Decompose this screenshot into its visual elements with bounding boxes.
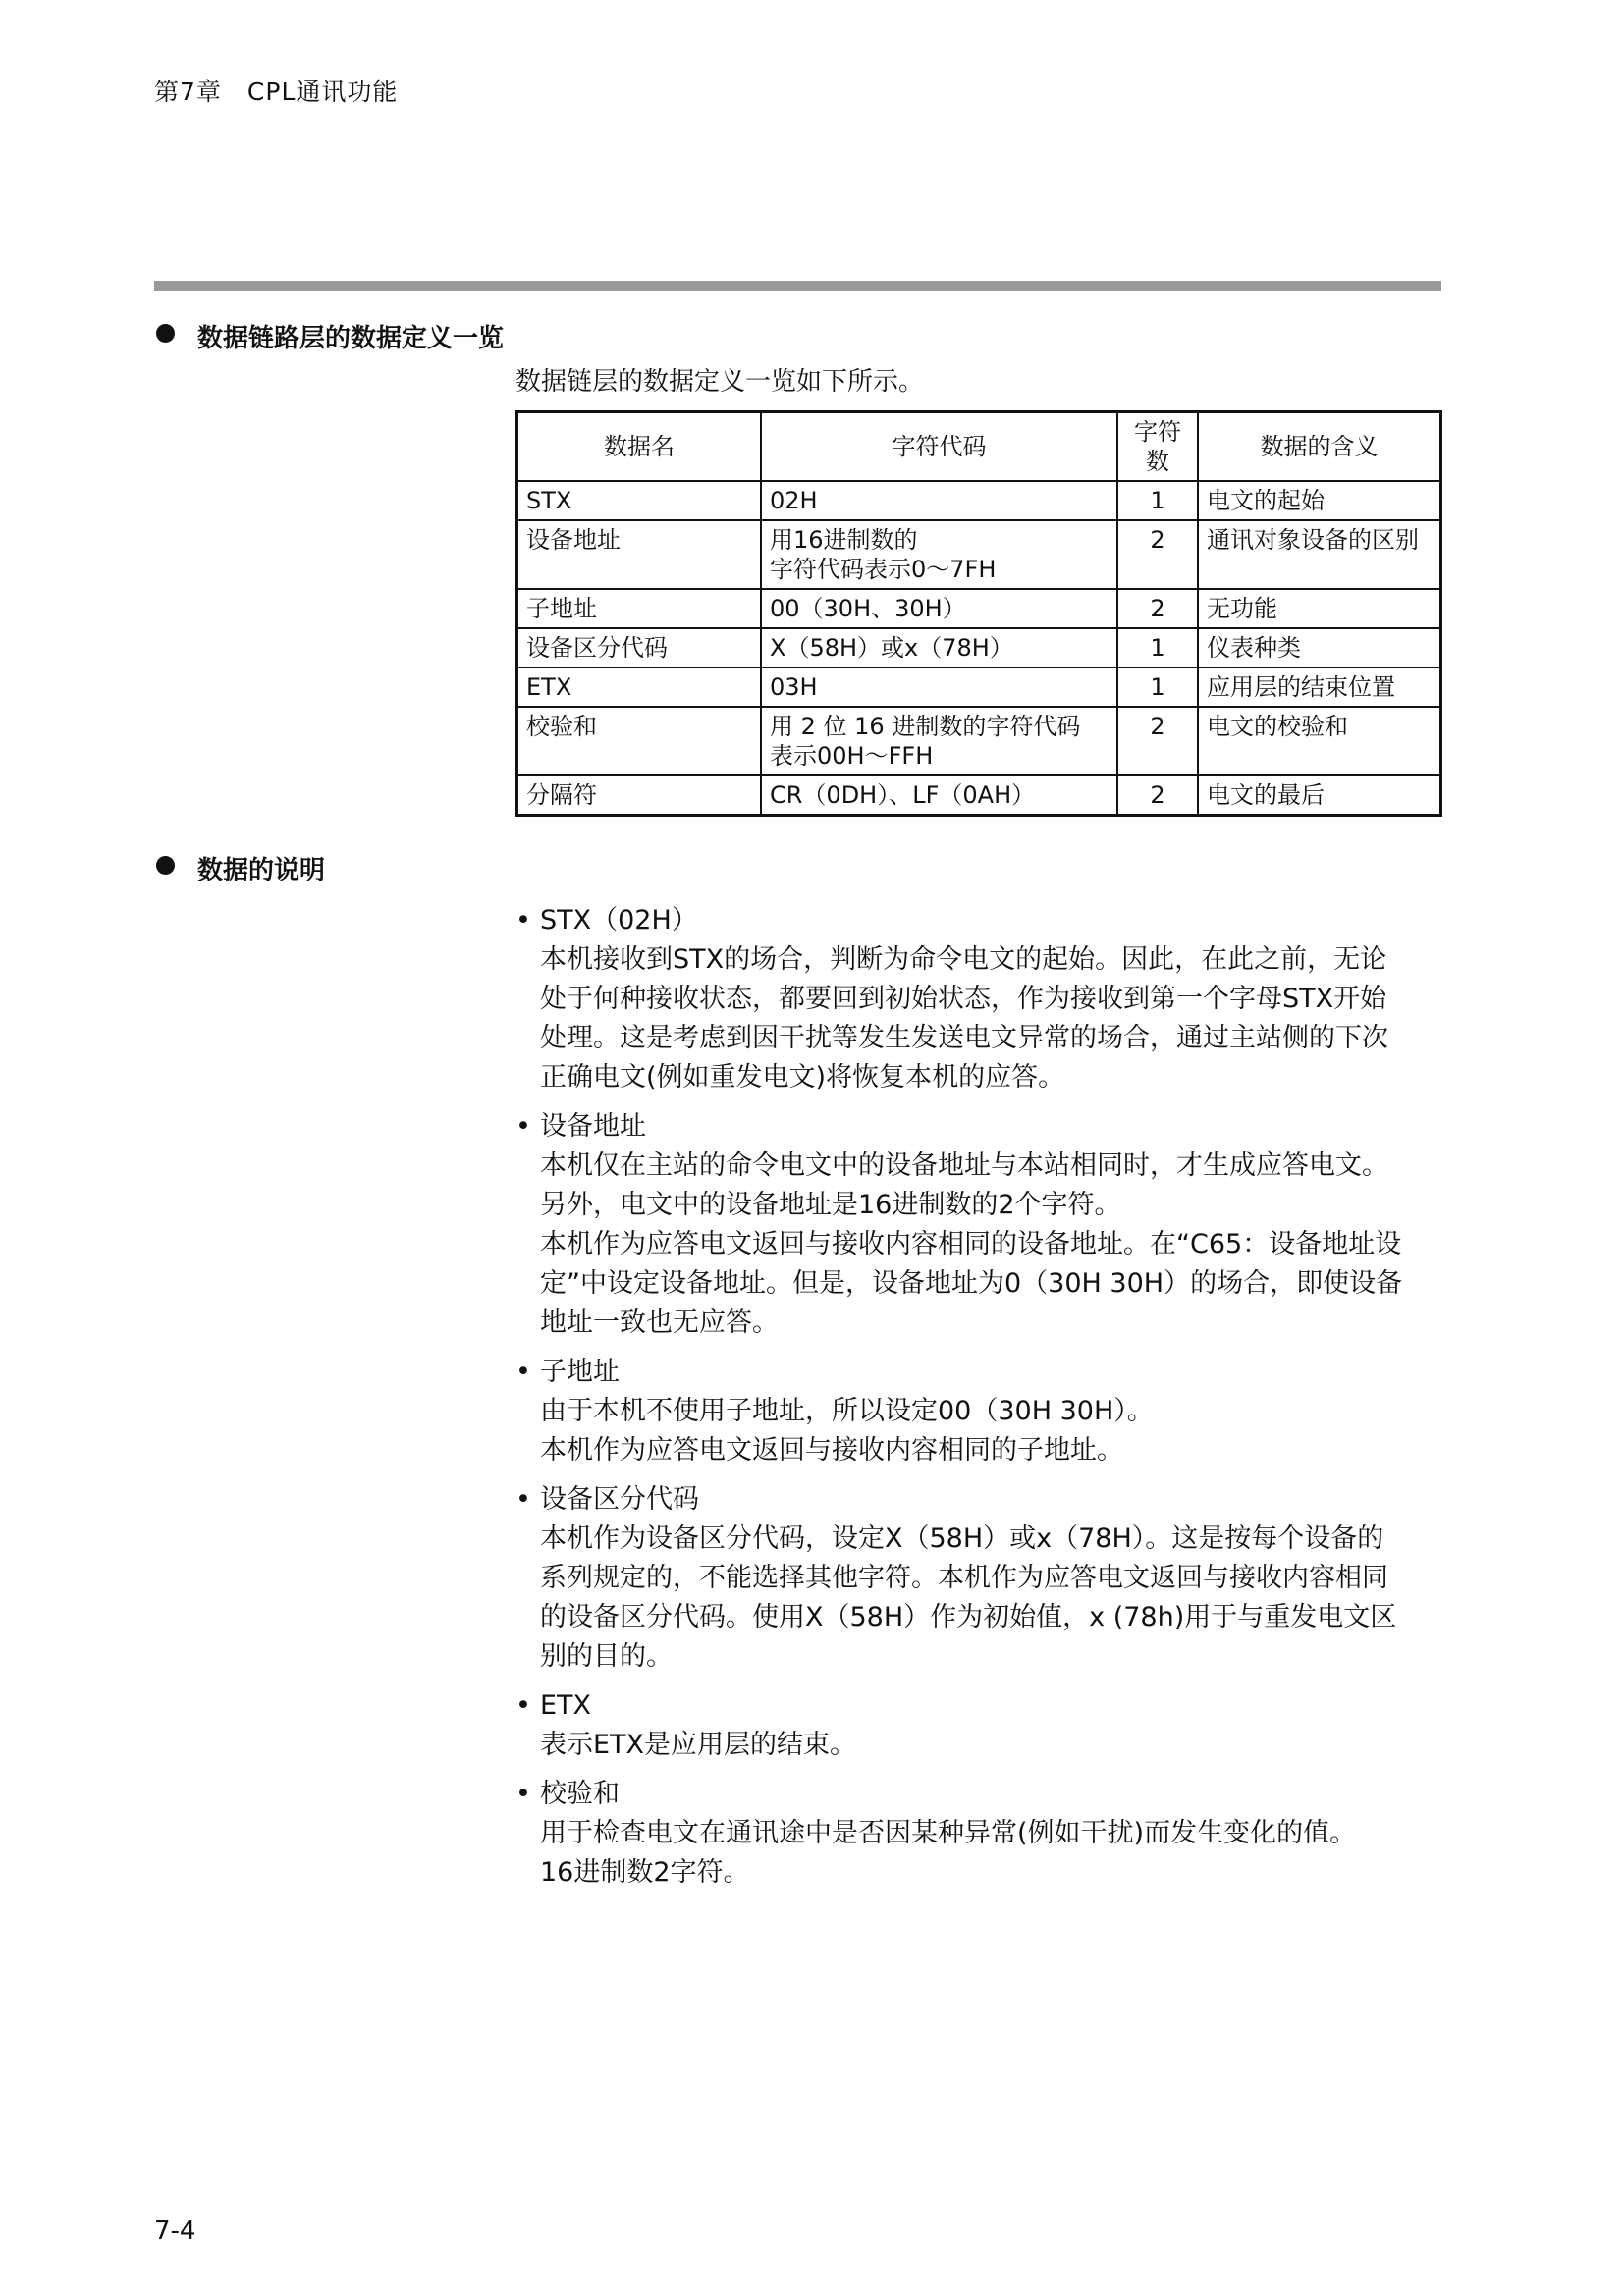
description-line: 正确电文(例如重发电文)将恢复本机的应答。 (540, 1062, 1065, 1093)
bullet-icon (156, 856, 175, 875)
table-row (517, 481, 1441, 520)
description-line: 处于何种接收状态，都要回到初始状态，作为接收到第一个字母STX开始 (540, 984, 1387, 1014)
table-row (517, 589, 1441, 628)
cell-meaning: 电文的校验和 (1198, 707, 1441, 775)
description-item (515, 1480, 1448, 1677)
cell-meaning: 无功能 (1198, 589, 1441, 628)
table-row (517, 520, 1441, 589)
description-title: 子地址 (540, 1357, 620, 1387)
description-title: ETX (540, 1690, 592, 1721)
cell-data-name: 校验和 (517, 707, 762, 775)
cell-meaning: 电文的起始 (1198, 481, 1441, 520)
table-row (517, 707, 1441, 775)
cell-data-name: 分隔符 (517, 775, 762, 816)
description-line: 地址一致也无应答。 (540, 1308, 779, 1338)
description-line: 本机接收到STX的场合，判断为命令电文的起始。因此，在此之前，无论 (540, 944, 1387, 975)
description-line: 另外，电文中的设备地址是16进制数的2个字符。 (540, 1190, 1121, 1220)
description-line: 16进制数2字符。 (540, 1857, 750, 1888)
description-list (515, 901, 1448, 1902)
cell-char-code (761, 589, 1117, 628)
column-header: 数据名 (517, 412, 762, 482)
cell-meaning: 仪表种类 (1198, 628, 1441, 667)
description-line: 表示ETX是应用层的结束。 (540, 1730, 857, 1760)
cell-char-code (761, 628, 1117, 667)
column-header: 数据的含义 (1198, 412, 1441, 482)
cell-char-code (761, 775, 1117, 816)
description-line: 别的目的。 (540, 1641, 673, 1672)
cell-meaning: 电文的最后 (1198, 775, 1441, 816)
column-header: 字符代码 (761, 412, 1117, 482)
cell-char-code-line: X（58H）或x（78H） (770, 634, 1013, 662)
bullet-dot: • (515, 1357, 531, 1387)
cell-char-count: 2 (1117, 775, 1198, 816)
cell-char-code-line: 03H (770, 673, 818, 701)
description-line: 本机仅在主站的命令电文中的设备地址与本站相同时，才生成应答电文。 (540, 1150, 1388, 1181)
cell-char-code-line: 字符代码表示0～7FH (770, 556, 997, 583)
cell-char-count: 2 (1117, 520, 1198, 589)
cell-char-code-line: CR（0DH）、LF（0AH） (770, 781, 1036, 809)
description-line: 本机作为设备区分代码，设定X（58H）或x（78H）。这是按每个设备的 (540, 1523, 1384, 1554)
cell-char-code (761, 667, 1117, 707)
table-row (517, 667, 1441, 707)
description-title: 校验和 (540, 1779, 620, 1809)
cell-char-code-line: 表示00H～FFH (770, 742, 934, 770)
bullet-dot: • (515, 1111, 531, 1142)
description-line: 系列规定的，不能选择其他字符。本机作为应答电文返回与接收内容相同 (540, 1563, 1388, 1593)
table-header-row (517, 412, 1441, 482)
cell-char-code (761, 520, 1117, 589)
description-item (515, 901, 1448, 1097)
description-title: 设备区分代码 (540, 1484, 699, 1515)
section-heading-data-description (197, 850, 325, 886)
bullet-dot: • (515, 1484, 531, 1515)
data-definition-table (515, 410, 1442, 817)
description-line: 用于检查电文在通讯途中是否因某种异常(例如干扰)而发生变化的值。 (540, 1818, 1357, 1848)
cell-char-code-line: 02H (770, 487, 818, 514)
bullet-icon (156, 324, 175, 343)
table-row (517, 628, 1441, 667)
description-line: 的设备区分代码。使用X（58H）作为初始值，x (78h)用于与重发电文区 (540, 1602, 1397, 1632)
section-intro: 数据链层的数据定义一览如下所示。 (515, 367, 925, 397)
description-line: 本机作为应答电文返回与接收内容相同的子地址。 (540, 1435, 1123, 1466)
cell-char-count: 2 (1117, 589, 1198, 628)
chapter-header: 第7章 CPL通讯功能 (154, 78, 399, 106)
description-item (515, 1775, 1448, 1893)
cell-char-count: 1 (1117, 481, 1198, 520)
cell-char-code (761, 481, 1117, 520)
section-heading-data-definitions (197, 318, 504, 354)
section-title: 数据的说明 (197, 856, 326, 885)
description-line: 处理。这是考虑到因干扰等发生发送电文异常的场合，通过主站侧的下次 (540, 1023, 1388, 1053)
description-line: 本机作为应答电文返回与接收内容相同的设备地址。在“C65：设备地址设 (540, 1229, 1402, 1259)
cell-data-name: ETX (517, 667, 762, 707)
cell-char-code-line: 用16进制数的 (770, 526, 918, 554)
cell-char-code (761, 707, 1117, 775)
section-divider (154, 281, 1441, 291)
cell-meaning: 通讯对象设备的区别 (1198, 520, 1441, 589)
cell-char-count: 1 (1117, 628, 1198, 667)
table-row (517, 775, 1441, 816)
cell-char-code-line: 00（30H、30H） (770, 595, 966, 622)
cell-data-name: 子地址 (517, 589, 762, 628)
cell-data-name: 设备区分代码 (517, 628, 762, 667)
page-number: 7-4 (154, 2216, 196, 2246)
bullet-dot: • (515, 905, 531, 935)
description-title: STX（02H） (540, 905, 698, 935)
bullet-dot: • (515, 1690, 531, 1721)
description-item (515, 1107, 1448, 1343)
cell-char-code-line: 用 2 位 16 进制数的字符代码 (770, 713, 1081, 740)
description-item (515, 1353, 1448, 1470)
table-body (517, 481, 1441, 816)
column-header: 字符数 (1117, 412, 1198, 482)
bullet-dot: • (515, 1779, 531, 1809)
cell-meaning: 应用层的结束位置 (1198, 667, 1441, 707)
cell-data-name: STX (517, 481, 762, 520)
description-line: 由于本机不使用子地址，所以设定00（30H 30H）。 (540, 1396, 1154, 1426)
cell-char-count: 2 (1117, 707, 1198, 775)
description-title: 设备地址 (540, 1111, 646, 1142)
section-title: 数据链路层的数据定义一览 (197, 324, 505, 353)
cell-char-count: 1 (1117, 667, 1198, 707)
cell-data-name: 设备地址 (517, 520, 762, 589)
description-item (515, 1686, 1448, 1765)
description-line: 定”中设定设备地址。但是，设备地址为0（30H 30H）的场合，即使设备 (540, 1268, 1403, 1299)
